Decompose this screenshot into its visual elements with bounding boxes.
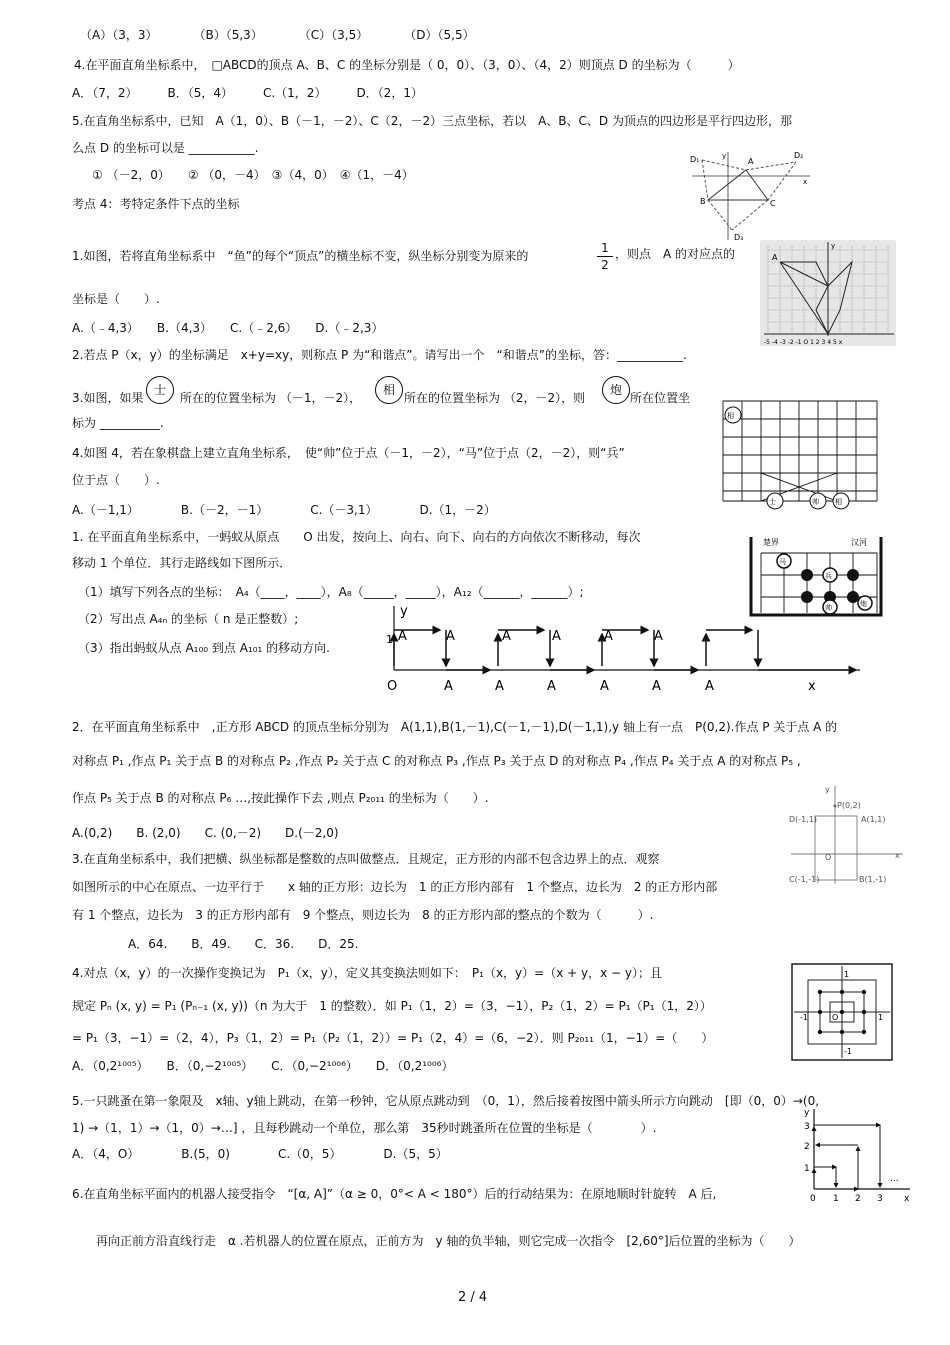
question-text: 再向正前方沿直线行走 α .若机器人的位置在原点，正前方为 y 轴的负半轴，则它完成一次指令 [2,60°]后位置的坐标为（ ） (96, 1234, 801, 1248)
chess-piece-icon: 马 (779, 558, 786, 566)
question-text: 5.在直角坐标系中，已知 A（1，0）、B（－1，－2）、C（2，－2）三点坐标，若以 A、B、C、D 为顶点的四边形是平行四边形，那 (72, 114, 792, 128)
river-label: 楚界 (763, 538, 779, 547)
chessboard-figure (713, 397, 883, 512)
figure-label: y (831, 242, 836, 250)
figure-label: y (722, 152, 727, 160)
figure-label: x (803, 178, 808, 186)
figure-label: A (772, 253, 778, 262)
figure-label: 1 (878, 1013, 884, 1022)
question-text: 2．在平面直角坐标系中 ,正方形 ABCD 的顶点坐标分别为 A(1,1),B(1,－1),C(－1,－1),D(－1,1),y 轴上有一点 P(0,2).作点 P 关于点 A 的 (72, 720, 838, 734)
question-text: 所在的位置坐标为 （2，－2），则 (404, 391, 586, 405)
figure-label: y (825, 785, 830, 794)
point-label: A (604, 629, 613, 644)
fraction-denominator: 2 (597, 256, 613, 273)
question-text: 标为 __________. (72, 416, 164, 430)
options-line: ① （－2，0） ② （0，－4） ③（4，0） ④（1，－4） (80, 168, 414, 182)
point-label: A (552, 629, 561, 644)
figure-label: ... (890, 1174, 899, 1184)
options-line: A．64. B．49. C．36. D．25. (104, 937, 359, 951)
fraction-numerator: 1 (601, 241, 609, 255)
question-text: 5.一只跳蚤在第一象限及 x轴、y轴上跳动，在第一秒钟，它从原点跳动到 （0，1），然后接着按图中箭头所示方向跳动 [即（0，0）→(0, (72, 1094, 820, 1108)
question-text: 移动 1 个单位．其行走路线如下图所示． (72, 556, 292, 570)
question-text: 作点 P₅ 关于点 B 的对称点 P₆ …,按此操作下去 ,则点 P₂₀₁₁ 的坐标为（ ）. (72, 791, 489, 805)
chess-piece-icon: 兵 (825, 572, 832, 580)
figure-label: C(-1,-1) (789, 875, 820, 884)
question-text: 3.在直角坐标系中，我们把横、纵坐标都是整数的点叫做整点．且规定，正方形的内部不包含边界上的点．观察 (72, 852, 660, 866)
options-line: A．（4，O） B.(5，0) C.（0，5） D.（5，5） (72, 1147, 448, 1161)
chess-piece-icon: 炮 (602, 376, 630, 404)
question-text: 么点 D 的坐标可以是 ___________. (72, 141, 259, 155)
point-label: A (600, 679, 609, 694)
figure-label: A (748, 157, 754, 166)
question-text: 2.若点 P（x，y）的坐标满足 x+y=xy，则称点 P 为“和谐点”。请写出一个 “和谐点”的坐标，答：___________. (72, 348, 687, 362)
point-label: A (398, 629, 407, 644)
axis-label: y (400, 604, 408, 619)
chess-piece-icon: 士 (769, 498, 776, 506)
chess-piece-icon: 相 (375, 376, 403, 404)
axis-label: x (808, 679, 816, 694)
nested-squares-figure (790, 962, 894, 1062)
figure-label: -1 (844, 1047, 852, 1056)
question-text: （2）写出点 A₄ₙ 的坐标（ n 是正整数）; (78, 612, 299, 626)
figure-label: D(-1,1) (789, 815, 818, 824)
question-text: 3.如图，如果 (72, 391, 144, 405)
question-text: 对称点 P₁ ,作点 P₁ 关于点 B 的对称点 P₂ ,作点 P₂ 关于点 C 的对称点 P₃ ,作点 P₃ 关于点 D 的对称点 P₄ ,作点 P₄ 关于点 A 的对称点 P₅ , (72, 754, 801, 768)
point-label: A (705, 679, 714, 694)
section-heading: 考点 4：考特定条件下点的坐标 (72, 197, 240, 211)
question-text: 规定 Pₙ (x, y) = P₁ (Pₙ₋₁ (x, y))（n 为大于 1 的整数）．如 P₁（1，2）=（3，−1），P₂（1，2）= P₁（P₁（1，2）） (72, 999, 712, 1013)
figure-label: 1 (833, 1194, 839, 1204)
figure-label: y (804, 1108, 810, 1118)
chess-piece-icon: 炮 (860, 600, 867, 608)
figure-label: A(1,1) (861, 815, 886, 824)
chess-piece-icon: 帅 (825, 604, 832, 612)
chess-piece-icon: 相 (727, 412, 734, 420)
question-text: = P₁（3，−1）=（2，4），P₃（1，2）= P₁（P₂（1，2））= P₁（2，4）=（6，−2）．则 P₂₀₁₁（1，−1）=（ ） (72, 1031, 714, 1045)
options-line: A．（0,2¹⁰⁰⁵） B．（0,−2¹⁰⁰⁵） C．（0,−2¹⁰⁰⁶） D．（0,2¹⁰⁰⁶） (72, 1059, 454, 1073)
question-text: 所在位置坐 (630, 391, 691, 405)
figure-label: D₃ (734, 233, 744, 242)
point-label: A (495, 679, 504, 694)
chess-piece-icon: 帅 (812, 498, 819, 506)
figure-label: 3 (877, 1194, 883, 1204)
river-label: 汉河 (851, 538, 867, 547)
figure-label: D₁ (690, 155, 700, 164)
square-figure (785, 782, 905, 888)
axis-label: 1 (386, 633, 393, 646)
question-text: （1）填写下列各点的坐标： A₄（____，____），A₈（_____，_____），A₁₂（______，______）; (78, 585, 584, 599)
options-line: A.(0,2) B. (2,0) C. (0,－2) D.(－2,0) (72, 826, 339, 840)
question-text: 如图所示的中心在原点、一边平行于 x 轴的正方形：边长为 1 的正方形内部有 1 个整点，边长为 2 的正方形内部 (72, 880, 718, 894)
question-text: 1) →（1，1）→（1，0）→…] ，且每秒跳动一个单位，那么第 35秒时跳蚤所在位置的坐标是（ ）. (72, 1121, 657, 1135)
figure-label: 2 (804, 1142, 810, 1152)
question-text: 1.如图，若将直角坐标系中 “鱼”的每个“顶点”的横坐标不变，纵坐标分别变为原来的 (72, 249, 529, 263)
question-text: 4.如图 4，若在象棋盘上建立直角坐标系， 使“帅”位于点（－1，－2），“马”位于点（2，－2），则“兵” (72, 446, 625, 460)
point-label: A (444, 679, 453, 694)
question-text: （3）指出蚂蚁从点 A₁₀₀ 到点 A₁₀₁ 的移动方向. (78, 641, 330, 655)
figure-label: D₂ (794, 151, 804, 160)
parallelogram-figure (688, 150, 812, 242)
figure-label: 3 (804, 1122, 810, 1132)
options-line: A．（7，2） B．（5，4） C.（1，2） D．（2，1） (72, 86, 423, 100)
figure-label: C (770, 199, 776, 208)
figure-label: 1 (844, 970, 850, 979)
options-line: A.（﹣4,3） B.（4,3） C.（﹣2,6） D.（﹣2,3） (72, 321, 384, 335)
point-label: O (387, 679, 398, 694)
flea-path-figure (800, 1105, 916, 1205)
question-text: 位于点（ ）. (72, 473, 160, 487)
options-line: （A）（3，3） （B）（5,3） （C）（3,5） （D）（5,5） (80, 28, 475, 42)
question-text: 有 1 个整点，边长为 3 的正方形内部有 9 个整点，则边长为 8 的正方形内部的整点的个数为（ ）. (72, 908, 654, 922)
figure-label: 0 (810, 1194, 816, 1204)
question-text: ，则点 A 的对应点的 (615, 247, 736, 261)
point-label: A (446, 629, 455, 644)
question-text: 所在的位置坐标为 （－1，－2）， (180, 391, 362, 405)
question-text: 坐标是（ ）. (72, 292, 160, 306)
fish-grid-figure (760, 240, 896, 346)
point-label: A (502, 629, 511, 644)
figure-label: O (832, 1013, 839, 1022)
ant-path-figure (380, 600, 870, 698)
figure-label: P(0,2) (837, 801, 861, 810)
question-text: 6.在直角坐标平面内的机器人接受指令 “[α, A]”（α ≥ 0，0°< A < 180°）后的行动结果为：在原地顺时针旋转 A 后, (72, 1187, 717, 1201)
point-label: A (547, 679, 556, 694)
chess-piece-icon: 相 (835, 498, 842, 506)
question-text: 1. 在平面直角坐标系中，一蚂蚁从原点 O 出发，按向上、向右、向下、向右的方向依次不断移动，每次 (72, 530, 641, 544)
options-line: A.（－1,1） B.（－2，－1） C.（－3,1） D.（1，－2） (72, 503, 496, 517)
figure-label: x (895, 851, 900, 860)
point-label: A (652, 679, 661, 694)
chess-piece-icon: 士 (146, 376, 174, 404)
question-text: 4.在平面直角坐标系中， □ABCD的顶点 A、B、C 的坐标分别是（ 0，0）、（3，0）、（4，2）则顶点 D 的坐标为（ ） (74, 58, 740, 72)
figure-label: 1 (804, 1164, 810, 1174)
figure-label: -5 -4 -3 -2 -1 O 1 2 3 4 5 x (764, 339, 843, 346)
page-number: 2 / 4 (458, 1290, 488, 1305)
figure-label: x (904, 1194, 910, 1204)
figure-label: O (825, 853, 832, 862)
figure-label: B (700, 197, 706, 206)
figure-label: B(1,-1) (859, 875, 887, 884)
fraction (597, 240, 613, 273)
figure-label: -1 (800, 1013, 808, 1022)
question-text: 4.对点（x，y）的一次操作变换记为 P₁（x，y），定义其变换法则如下： P₁（x，y）=（x + y，x − y）；且 (72, 966, 662, 980)
point-label: A (654, 629, 663, 644)
figure-label: 2 (855, 1194, 861, 1204)
